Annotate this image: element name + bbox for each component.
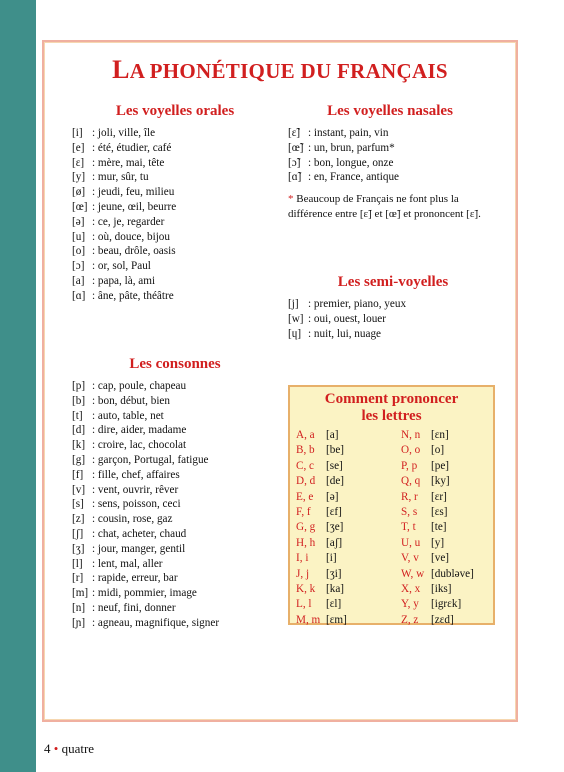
list-item: O, o [o] xyxy=(401,444,445,457)
list-item: [r] : rapide, erreur, bar xyxy=(72,572,178,585)
page-number-word: quatre xyxy=(61,741,95,756)
list-item: F, f [ɛf] xyxy=(296,506,342,519)
list-item: P, p [pe] xyxy=(401,459,450,472)
nasal-vowels-title: Les voyelles nasales xyxy=(327,103,453,119)
list-item: A, a [a] xyxy=(296,429,339,441)
footer-bullet: • xyxy=(53,741,59,756)
list-item: G, g [ʒe] xyxy=(296,521,344,534)
list-item: H, h [aʃ] xyxy=(296,536,343,549)
letters-box-title: Comment prononcer les lettres xyxy=(324,391,459,424)
list-item: J, j [ʒi] xyxy=(296,567,342,580)
list-item: U, u [y] xyxy=(401,536,445,549)
list-item: [p] : cap, poule, chapeau xyxy=(72,380,187,392)
semi-vowels-title: Les semi-voyelles xyxy=(337,274,449,290)
list-item: [ø] : jeudi, feu, milieu xyxy=(72,186,175,199)
side-color-bar xyxy=(0,0,36,772)
note-star: * xyxy=(288,193,294,205)
list-item: [ə] : ce, je, regarder xyxy=(72,215,165,228)
list-item: E, e [ə] xyxy=(296,490,339,503)
list-item: [ʒ] : jour, manger, gentil xyxy=(72,542,186,555)
list-item: [o] : beau, drôle, oasis xyxy=(72,245,176,258)
list-item: R, r [ɛr] xyxy=(401,490,447,503)
list-item: [v] : vent, ouvrir, rêver xyxy=(72,483,179,496)
list-item: [k] : croire, lac, chocolat xyxy=(72,439,187,452)
list-item: [g] : garçon, Portugal, fatigue xyxy=(72,453,209,466)
page-number: 4 xyxy=(44,741,51,756)
list-item: [œ̃] : un, brun, parfum* xyxy=(288,141,395,154)
list-item: D, d [de] xyxy=(296,475,345,488)
list-item: W, w [dubləve] xyxy=(401,567,474,580)
page-footer xyxy=(44,741,94,757)
list-item: [b] : bon, début, bien xyxy=(72,394,170,407)
list-item: [l] : lent, mal, aller xyxy=(72,557,163,570)
list-item: [w] : oui, ouest, louer xyxy=(288,312,386,325)
list-item: [ɛ] : mère, mai, tête xyxy=(72,156,165,169)
list-item: N, n [ɛn] xyxy=(401,429,449,441)
note-line-2: différence entre [ɛ̃] et [œ̃] et prononcent [ɛ̃]. xyxy=(288,208,481,220)
list-item: C, c [se] xyxy=(296,459,343,472)
list-item: Y, y [igrɛk] xyxy=(401,598,462,611)
page-title xyxy=(42,55,518,85)
list-item: [s] : sens, poisson, ceci xyxy=(72,498,181,511)
list-item: [z] : cousin, rose, gaz xyxy=(72,513,173,526)
list-item: T, t [te] xyxy=(401,521,447,534)
semi-vowels-list xyxy=(288,297,406,341)
list-item: M, m [ɛm] xyxy=(296,613,347,626)
list-item: V, v [ve] xyxy=(401,552,450,565)
oral-vowels-list xyxy=(72,126,176,304)
list-item: [m] : midi, pommier, image xyxy=(72,587,197,600)
list-item: [u] : où, douce, bijou xyxy=(72,230,170,243)
consonants-title: Les consonnes xyxy=(129,356,221,372)
list-item: Z, z [zɛd] xyxy=(401,613,454,626)
title-rest: A PHONÉTIQUE DU FRANÇAIS xyxy=(129,59,448,83)
note-line-1: Beaucoup de Français ne font plus la xyxy=(296,193,459,205)
consonants-list xyxy=(72,379,219,631)
list-item: [e] : été, étudier, café xyxy=(72,141,172,154)
list-item: K, k [ka] xyxy=(296,583,345,596)
list-item: [y] : mur, sûr, tu xyxy=(72,171,149,184)
list-item: [ɲ] : agneau, magnifique, signer xyxy=(72,616,220,629)
nasal-vowels-list xyxy=(288,126,399,185)
list-item: [ɑ] : âne, pâte, théâtre xyxy=(72,289,174,302)
list-item: Q, q [ky] xyxy=(401,475,450,488)
nasal-note xyxy=(288,192,513,222)
list-item: [n] : neuf, fini, donner xyxy=(72,601,176,614)
list-item: [œ] : jeune, œil, beurre xyxy=(72,200,177,213)
list-item: [ɔ̃] : bon, longue, onze xyxy=(288,156,394,169)
list-item: [t] : auto, table, net xyxy=(72,409,164,422)
list-item: S, s [ɛs] xyxy=(401,506,448,519)
list-item: [a] : papa, là, ami xyxy=(72,274,156,287)
list-item: X, x [iks] xyxy=(401,583,452,596)
list-item: [ɑ̃] : en, France, antique xyxy=(288,171,400,184)
list-item: [ɔ] : or, sol, Paul xyxy=(72,260,151,273)
list-item: L, l [ɛl] xyxy=(296,598,342,611)
list-item: [ɥ] : nuit, lui, nuage xyxy=(288,327,382,340)
list-item: [j] : premier, piano, yeux xyxy=(288,298,407,310)
list-item: [d] : dire, aider, madame xyxy=(72,424,187,437)
list-item: [i] : joli, ville, île xyxy=(72,127,156,139)
letters-right-column xyxy=(401,428,474,628)
title-initial: L xyxy=(112,55,130,84)
list-item: [ʃ] : chat, acheter, chaud xyxy=(72,527,187,540)
list-item: [f] : fille, chef, affaires xyxy=(72,468,180,481)
oral-vowels-title: Les voyelles orales xyxy=(115,103,235,119)
letters-box xyxy=(288,385,495,625)
list-item: B, b [be] xyxy=(296,444,345,457)
list-item: [ɛ̃] : instant, pain, vin xyxy=(288,127,389,139)
letters-left-column xyxy=(296,428,347,628)
list-item: I, i [i] xyxy=(296,552,337,565)
